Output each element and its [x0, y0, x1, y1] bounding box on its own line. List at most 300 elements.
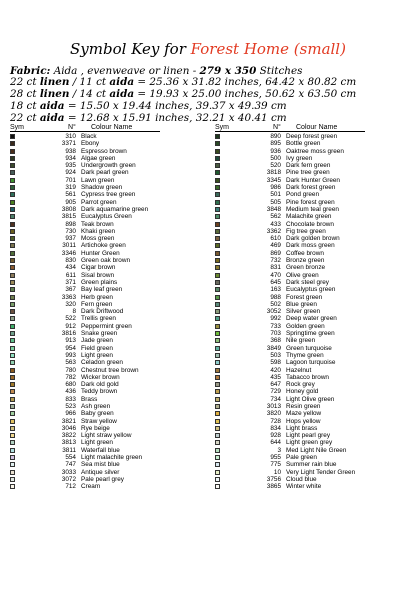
colour-name: Malachite green — [286, 213, 332, 221]
thread-number: 3046 — [61, 424, 76, 432]
symbol-swatch — [215, 229, 220, 234]
symbol-swatch — [215, 360, 220, 365]
key-row — [10, 301, 210, 308]
colour-name: Waterfall blue — [81, 446, 120, 454]
symbol-swatch — [10, 178, 15, 183]
thread-number: 522 — [65, 315, 76, 323]
key-row — [10, 184, 210, 191]
size-count: 18 ct — [10, 100, 40, 112]
symbol-swatch — [215, 295, 220, 300]
symbol-swatch — [10, 404, 15, 409]
key-row — [10, 388, 210, 395]
thread-number: 563 — [65, 359, 76, 367]
colour-name: Eucalyptus green — [286, 286, 336, 294]
thread-number: 869 — [270, 249, 281, 257]
symbol-swatch — [10, 484, 15, 489]
thread-number: 833 — [65, 395, 76, 403]
symbol-swatch — [215, 149, 220, 154]
symbol-swatch — [215, 280, 220, 285]
colour-name: Wicker brown — [81, 373, 120, 381]
key-row — [215, 418, 415, 425]
symbol-swatch — [10, 375, 15, 380]
colour-name: Dark golden brown — [286, 235, 340, 243]
key-row — [215, 221, 415, 228]
left-key-column — [10, 133, 210, 491]
key-row — [10, 133, 210, 140]
colour-name: Cypress tree green — [81, 191, 136, 199]
key-row — [215, 140, 415, 147]
size-fabric: aida — [39, 100, 65, 112]
symbol-swatch — [10, 258, 15, 263]
symbol-swatch — [215, 426, 220, 431]
thread-number: 435 — [270, 373, 281, 381]
symbol-swatch — [215, 265, 220, 270]
key-row — [10, 286, 210, 293]
colour-name: Shadow green — [81, 184, 123, 192]
thread-number: 3052 — [266, 308, 281, 316]
key-row — [215, 367, 415, 374]
key-row — [215, 162, 415, 169]
thread-number: 10 — [273, 468, 281, 476]
key-row — [10, 177, 210, 184]
fabric-size: 279 x 350 — [199, 65, 257, 77]
size-fabric: aida — [39, 112, 65, 124]
colour-name: Artichoke green — [81, 242, 126, 250]
title-prefix: Symbol Key for — [70, 40, 191, 58]
symbol-swatch — [10, 309, 15, 314]
thread-number: 502 — [270, 300, 281, 308]
colour-name: Antique silver — [81, 468, 120, 476]
colour-name: Bronze green — [286, 257, 325, 265]
fabric-label: Fabric: — [10, 65, 51, 77]
thread-number: 3011 — [62, 242, 76, 250]
thread-number: 703 — [270, 330, 281, 338]
key-row — [10, 432, 210, 439]
symbol-swatch — [215, 353, 220, 358]
colour-name: Deep water green — [286, 315, 337, 323]
colour-name: Honey gold — [286, 388, 319, 396]
colour-name: Green oak brown — [81, 257, 131, 265]
key-row — [215, 301, 415, 308]
symbol-swatch — [215, 470, 220, 475]
symbol-swatch — [215, 163, 220, 168]
page-title — [0, 40, 416, 58]
right-header-rule — [215, 131, 365, 132]
thread-number: 3848 — [266, 205, 281, 213]
colour-name: Chocolate brown — [286, 220, 334, 228]
size-line — [10, 88, 410, 100]
symbol-swatch — [10, 331, 15, 336]
colour-name: Peppermint green — [81, 322, 132, 330]
key-row — [10, 410, 210, 417]
thread-number: 562 — [270, 213, 281, 221]
thread-number: 775 — [270, 461, 281, 469]
thread-number: 3345 — [266, 176, 281, 184]
key-row — [10, 461, 210, 468]
thread-number: 924 — [65, 169, 76, 177]
thread-number: 320 — [65, 300, 76, 308]
colour-name: Light green — [81, 351, 113, 359]
thread-number: 561 — [65, 191, 76, 199]
symbol-swatch — [10, 185, 15, 190]
symbol-swatch — [10, 433, 15, 438]
key-row — [10, 359, 210, 366]
colour-name: Dark fern green — [286, 162, 331, 170]
symbol-swatch — [10, 324, 15, 329]
thread-number: 730 — [65, 227, 76, 235]
colour-name: Medium teal green — [286, 205, 339, 213]
colour-name: Dark Hunter Green — [286, 176, 340, 184]
key-row — [10, 213, 210, 220]
symbol-swatch — [215, 302, 220, 307]
size-dimensions: = 19.93 x 25.00 inches, 50.62 x 63.50 cm — [134, 88, 357, 100]
key-row — [215, 184, 415, 191]
key-row — [215, 250, 415, 257]
key-row — [215, 264, 415, 271]
thread-number: 992 — [270, 315, 281, 323]
thread-number: 611 — [65, 271, 76, 279]
symbol-swatch — [215, 382, 220, 387]
size-dimensions: = 25.36 x 31.82 inches, 64.42 x 80.82 cm — [134, 76, 357, 88]
colour-name: Moss green — [81, 235, 115, 243]
key-row — [215, 439, 415, 446]
size-fabric: linen — [39, 88, 70, 100]
key-row — [215, 308, 415, 315]
colour-name: Pond green — [286, 191, 320, 199]
key-row — [215, 272, 415, 279]
fabric-stitches: Stitches — [256, 65, 303, 77]
symbol-swatch — [215, 455, 220, 460]
colour-name: Herb green — [81, 293, 113, 301]
symbol-swatch — [215, 207, 220, 212]
colour-name: Winter white — [286, 483, 322, 491]
colour-name: Light green — [81, 439, 113, 447]
key-row — [215, 155, 415, 162]
thread-number: 937 — [65, 235, 76, 243]
symbol-swatch — [10, 440, 15, 445]
colour-name: Bottle green — [286, 140, 321, 148]
colour-name: Pine forest green — [286, 198, 335, 206]
size-count: 22 ct — [10, 112, 40, 124]
symbol-swatch — [10, 295, 15, 300]
key-row — [215, 388, 415, 395]
thread-number: 733 — [270, 322, 281, 330]
colour-name: Light Olive green — [286, 395, 335, 403]
thread-number: 3371 — [61, 140, 76, 148]
size-fabric-2: aida — [109, 76, 135, 88]
symbol-swatch — [215, 222, 220, 227]
symbol-swatch — [10, 455, 15, 460]
symbol-swatch — [215, 287, 220, 292]
colour-name: Black — [81, 133, 97, 140]
thread-number: 895 — [270, 140, 281, 148]
colour-name: Dark aquamarine green — [81, 205, 149, 213]
symbol-swatch — [10, 470, 15, 475]
colour-name: Maze yellow — [286, 410, 322, 418]
symbol-swatch — [10, 170, 15, 175]
symbol-swatch — [10, 477, 15, 482]
thread-number: 645 — [270, 278, 281, 286]
colour-name: Med Light Nile Green — [286, 446, 347, 454]
colour-name: Parrot green — [81, 198, 117, 206]
colour-name: Thyme green — [286, 351, 324, 359]
colour-name: Pale pearl grey — [81, 475, 124, 483]
symbol-swatch — [215, 324, 220, 329]
size-line — [10, 76, 410, 88]
symbol-swatch — [10, 222, 15, 227]
symbol-swatch — [215, 433, 220, 438]
size-fabric: linen — [39, 76, 70, 88]
key-row — [215, 242, 415, 249]
thread-number: 986 — [270, 184, 281, 192]
colour-name: Sea mist blue — [81, 461, 120, 469]
colour-name: Snake green — [81, 330, 118, 338]
key-row — [215, 381, 415, 388]
symbol-swatch — [10, 426, 15, 431]
thread-number: 434 — [65, 264, 76, 272]
key-row — [10, 345, 210, 352]
colour-name: Khaki green — [81, 227, 116, 235]
symbol-swatch — [10, 149, 15, 154]
symbol-swatch — [10, 156, 15, 161]
thread-number: 503 — [270, 351, 281, 359]
key-row — [215, 447, 415, 454]
size-count: 22 ct — [10, 76, 40, 88]
key-row — [215, 199, 415, 206]
key-row — [10, 439, 210, 446]
key-row — [215, 294, 415, 301]
symbol-swatch — [215, 236, 220, 241]
thread-number: 598 — [270, 359, 281, 367]
key-row — [215, 235, 415, 242]
thread-number: 367 — [65, 286, 76, 294]
key-row — [215, 315, 415, 322]
thread-number: 3346 — [61, 249, 76, 257]
symbol-swatch — [215, 346, 220, 351]
colour-name: Cigar brown — [81, 264, 116, 272]
thread-number: 3813 — [61, 439, 76, 447]
left-header-rule — [10, 131, 160, 132]
thread-number: 371 — [65, 278, 76, 286]
colour-name: Hops yellow — [286, 417, 321, 425]
colour-name: Lagoon turquoise — [286, 359, 336, 367]
thread-number: 523 — [65, 402, 76, 410]
thread-number: 3865 — [266, 483, 281, 491]
colour-name: Green bronze — [286, 264, 326, 272]
key-row — [215, 133, 415, 140]
symbol-swatch — [215, 214, 220, 219]
colour-name: Olive green — [286, 271, 319, 279]
colour-name: Jade green — [81, 337, 113, 345]
symbol-swatch — [215, 419, 220, 424]
key-row — [10, 418, 210, 425]
thread-number: 420 — [270, 366, 281, 374]
thread-number: 319 — [65, 184, 76, 192]
colour-name: Light brass — [286, 424, 318, 432]
key-row — [215, 148, 415, 155]
colour-name: Ivy green — [286, 154, 313, 162]
key-row — [10, 330, 210, 337]
thread-number: 928 — [270, 432, 281, 440]
key-row — [10, 264, 210, 271]
colour-name: Rye beige — [81, 424, 110, 432]
symbol-swatch — [215, 170, 220, 175]
key-row — [10, 403, 210, 410]
symbol-swatch — [10, 411, 15, 416]
symbol-swatch — [215, 200, 220, 205]
thread-number: 647 — [270, 381, 281, 389]
colour-name: Ash green — [81, 402, 111, 410]
header-sym: Sym — [215, 124, 229, 131]
key-row — [10, 191, 210, 198]
key-row — [10, 228, 210, 235]
key-row — [10, 447, 210, 454]
symbol-swatch — [10, 316, 15, 321]
colour-name: Trellis green — [81, 315, 116, 323]
key-row — [10, 206, 210, 213]
symbol-swatch — [215, 316, 220, 321]
symbol-swatch — [215, 448, 220, 453]
thread-number: 734 — [270, 395, 281, 403]
symbol-swatch — [215, 134, 220, 139]
colour-name: Chestnut tree brown — [81, 366, 139, 374]
key-row — [215, 403, 415, 410]
key-row — [10, 242, 210, 249]
key-row — [215, 425, 415, 432]
symbol-swatch — [215, 375, 220, 380]
colour-name: Silver green — [286, 308, 321, 316]
colour-name: Coffee brown — [286, 249, 324, 257]
key-row — [10, 374, 210, 381]
symbol-swatch — [10, 338, 15, 343]
colour-name: Algae green — [81, 154, 116, 162]
thread-number: 368 — [270, 337, 281, 345]
colour-name: Golden green — [286, 322, 325, 330]
thread-number: 436 — [65, 388, 76, 396]
thread-number: 470 — [270, 271, 281, 279]
key-row — [215, 177, 415, 184]
colour-name: Brass — [81, 395, 98, 403]
key-row — [10, 257, 210, 264]
key-row — [10, 148, 210, 155]
symbol-swatch — [215, 251, 220, 256]
colour-name: Summer rain blue — [286, 461, 337, 469]
thread-number: 3816 — [61, 330, 76, 338]
symbol-swatch — [215, 462, 220, 467]
thread-number: 905 — [65, 198, 76, 206]
key-row — [215, 410, 415, 417]
symbol-swatch — [10, 141, 15, 146]
symbol-swatch — [10, 200, 15, 205]
thread-number: 610 — [270, 235, 281, 243]
thread-number: 782 — [65, 373, 76, 381]
thread-number: 3815 — [61, 213, 76, 221]
symbol-swatch — [215, 273, 220, 278]
colour-name: Undergrowth green — [81, 162, 136, 170]
thread-number: 3849 — [266, 344, 281, 352]
colour-name: Espresso brown — [81, 147, 127, 155]
key-row — [215, 169, 415, 176]
symbol-swatch — [215, 156, 220, 161]
key-row — [10, 469, 210, 476]
symbol-swatch — [10, 273, 15, 278]
thread-number: 3822 — [61, 432, 76, 440]
colour-name: Resin green — [286, 402, 321, 410]
key-row — [215, 323, 415, 330]
symbol-swatch — [10, 192, 15, 197]
colour-name: Hunter Green — [81, 249, 120, 257]
colour-name: Sisal brown — [81, 271, 115, 279]
colour-name: Blue green — [286, 300, 317, 308]
symbol-swatch — [10, 243, 15, 248]
thread-number: 955 — [270, 454, 281, 462]
key-row — [215, 461, 415, 468]
thread-number: 898 — [65, 220, 76, 228]
right-key-column — [215, 133, 415, 491]
key-row — [215, 330, 415, 337]
colour-name: Oaktree moss green — [286, 147, 344, 155]
key-row — [10, 396, 210, 403]
colour-name: Deep forest green — [286, 133, 338, 140]
thread-number: 913 — [65, 337, 76, 345]
key-row — [215, 206, 415, 213]
thread-number: 3821 — [61, 417, 76, 425]
thread-number: 3033 — [61, 468, 76, 476]
colour-name: Fig tree green — [286, 227, 326, 235]
thread-number: 938 — [65, 147, 76, 155]
thread-number: 3808 — [61, 205, 76, 213]
colour-name: Teak brown — [81, 220, 114, 228]
size-count: 28 ct — [10, 88, 40, 100]
colour-name: Springtime green — [286, 330, 335, 338]
symbol-swatch — [10, 251, 15, 256]
thread-number: 831 — [270, 264, 281, 272]
thread-number: 644 — [270, 439, 281, 447]
colour-name: Dark Driftwood — [81, 308, 124, 316]
thread-number: 3756 — [266, 475, 281, 483]
thread-number: 834 — [270, 424, 281, 432]
symbol-swatch — [215, 141, 220, 146]
key-row — [10, 199, 210, 206]
key-row — [10, 250, 210, 257]
key-row — [10, 323, 210, 330]
thread-number: 8 — [72, 308, 76, 316]
key-row — [215, 396, 415, 403]
key-row — [215, 469, 415, 476]
thread-number: 729 — [270, 388, 281, 396]
colour-name: Light pearl grey — [286, 432, 331, 440]
size-count-2: / 11 ct — [69, 76, 110, 88]
thread-number: 3 — [277, 446, 281, 454]
key-row — [215, 359, 415, 366]
symbol-swatch — [10, 397, 15, 402]
thread-number: 830 — [65, 257, 76, 265]
thread-number: 3820 — [266, 410, 281, 418]
key-row — [10, 279, 210, 286]
size-line — [10, 112, 410, 124]
symbol-swatch — [215, 331, 220, 336]
colour-name: Rock grey — [286, 381, 315, 389]
thread-number: 3363 — [61, 293, 76, 301]
header-num: N° — [68, 124, 76, 131]
key-row — [10, 337, 210, 344]
symbol-swatch — [215, 192, 220, 197]
thread-number: 505 — [270, 198, 281, 206]
header-sym: Sym — [10, 124, 24, 131]
thread-number: 890 — [270, 133, 281, 140]
colour-name: Forest green — [286, 293, 323, 301]
thread-number: 935 — [65, 162, 76, 170]
